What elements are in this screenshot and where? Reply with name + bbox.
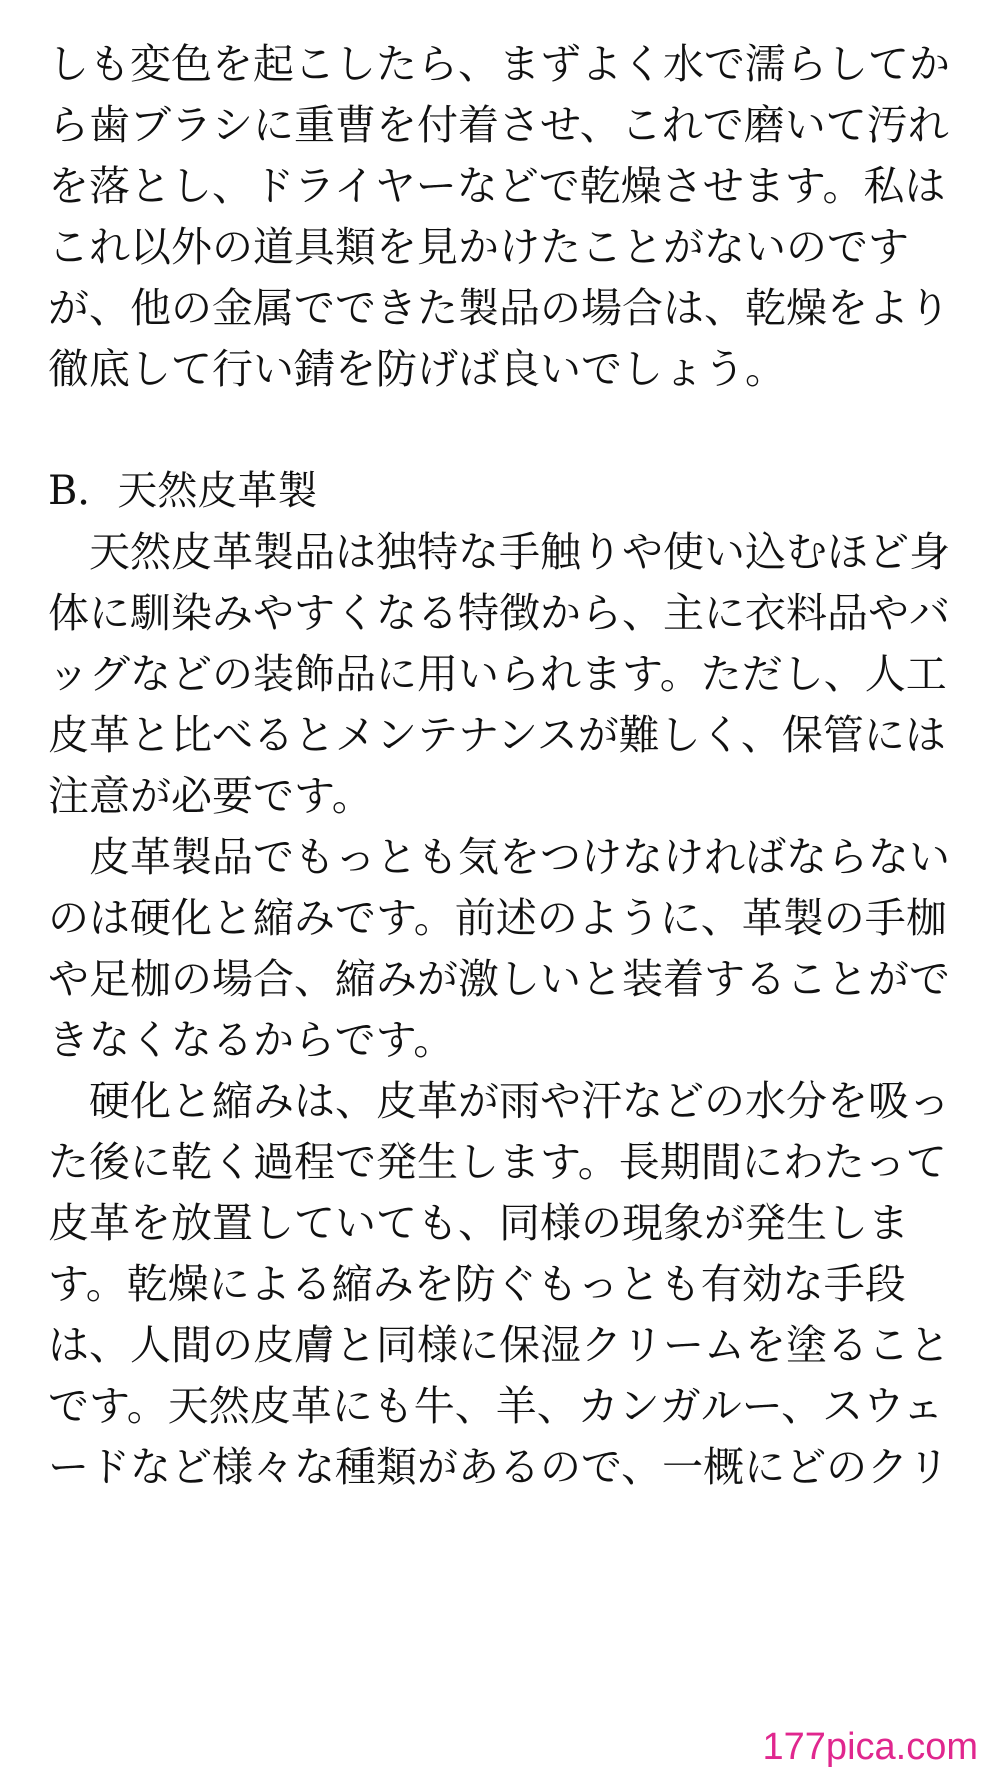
body-line-14: は、人間の皮膚と同様に保湿クリームを塗ること — [48, 1321, 950, 1369]
intro-line-4: これ以外の道具類を見かけたことがないのです — [48, 223, 909, 271]
section-b-heading: B．天然皮革製 — [48, 468, 318, 514]
body-line-13: す。乾燥による縮みを防ぐもっとも有効な手段 — [48, 1260, 906, 1308]
intro-line-1: しも変色を起こしたら、まずよく水で濡らしてか — [48, 40, 950, 88]
body-line-1: 天然皮革製品は独特な手触りや使い込むほど身 — [48, 528, 950, 576]
body-line-2: 体に馴染みやすくなる特徴から、主に衣料品やバ — [48, 589, 950, 637]
intro-line-5: が、他の金属でできた製品の場合は、乾燥をより — [48, 284, 950, 332]
body-line-10: 硬化と縮みは、皮革が雨や汗などの水分を吸っ — [48, 1077, 950, 1125]
intro-line-2: ら歯ブラシに重曹を付着させ、これで磨いて汚れ — [48, 101, 949, 149]
intro-line-6: 徹底して行い錆を防げば良いでしょう。 — [48, 345, 786, 393]
body-line-3: ッグなどの装飾品に用いられます。ただし、人工 — [48, 650, 947, 698]
body-line-8: や足枷の場合、縮みが激しいと装着することがで — [48, 955, 950, 1003]
body-line-6: 皮革製品でもっとも気をつけなければならない — [48, 833, 950, 881]
body-line-5: 注意が必要です。 — [48, 772, 373, 820]
body-line-11: た後に乾く過程で発生します。長期間にわたって — [48, 1138, 947, 1186]
watermark-text: 177pica.com — [762, 1726, 978, 1768]
body-line-4: 皮革と比べるとメンテナンスが難しく、保管には — [48, 711, 946, 759]
body-line-7: のは硬化と縮みです。前述のように、革製の手枷 — [48, 894, 947, 942]
body-line-9: きなくなるからです。 — [48, 1016, 455, 1064]
intro-line-3: を落とし、ドライヤーなどで乾燥させます。私は — [48, 162, 946, 210]
body-line-16: ードなど様々な種類があるので、一概にどのクリ — [48, 1443, 950, 1491]
body-line-12: 皮革を放置していても、同様の現象が発生しま — [48, 1199, 909, 1247]
body-line-15: です。天然皮革にも牛、羊、カンガルー、スウェ — [48, 1382, 944, 1430]
